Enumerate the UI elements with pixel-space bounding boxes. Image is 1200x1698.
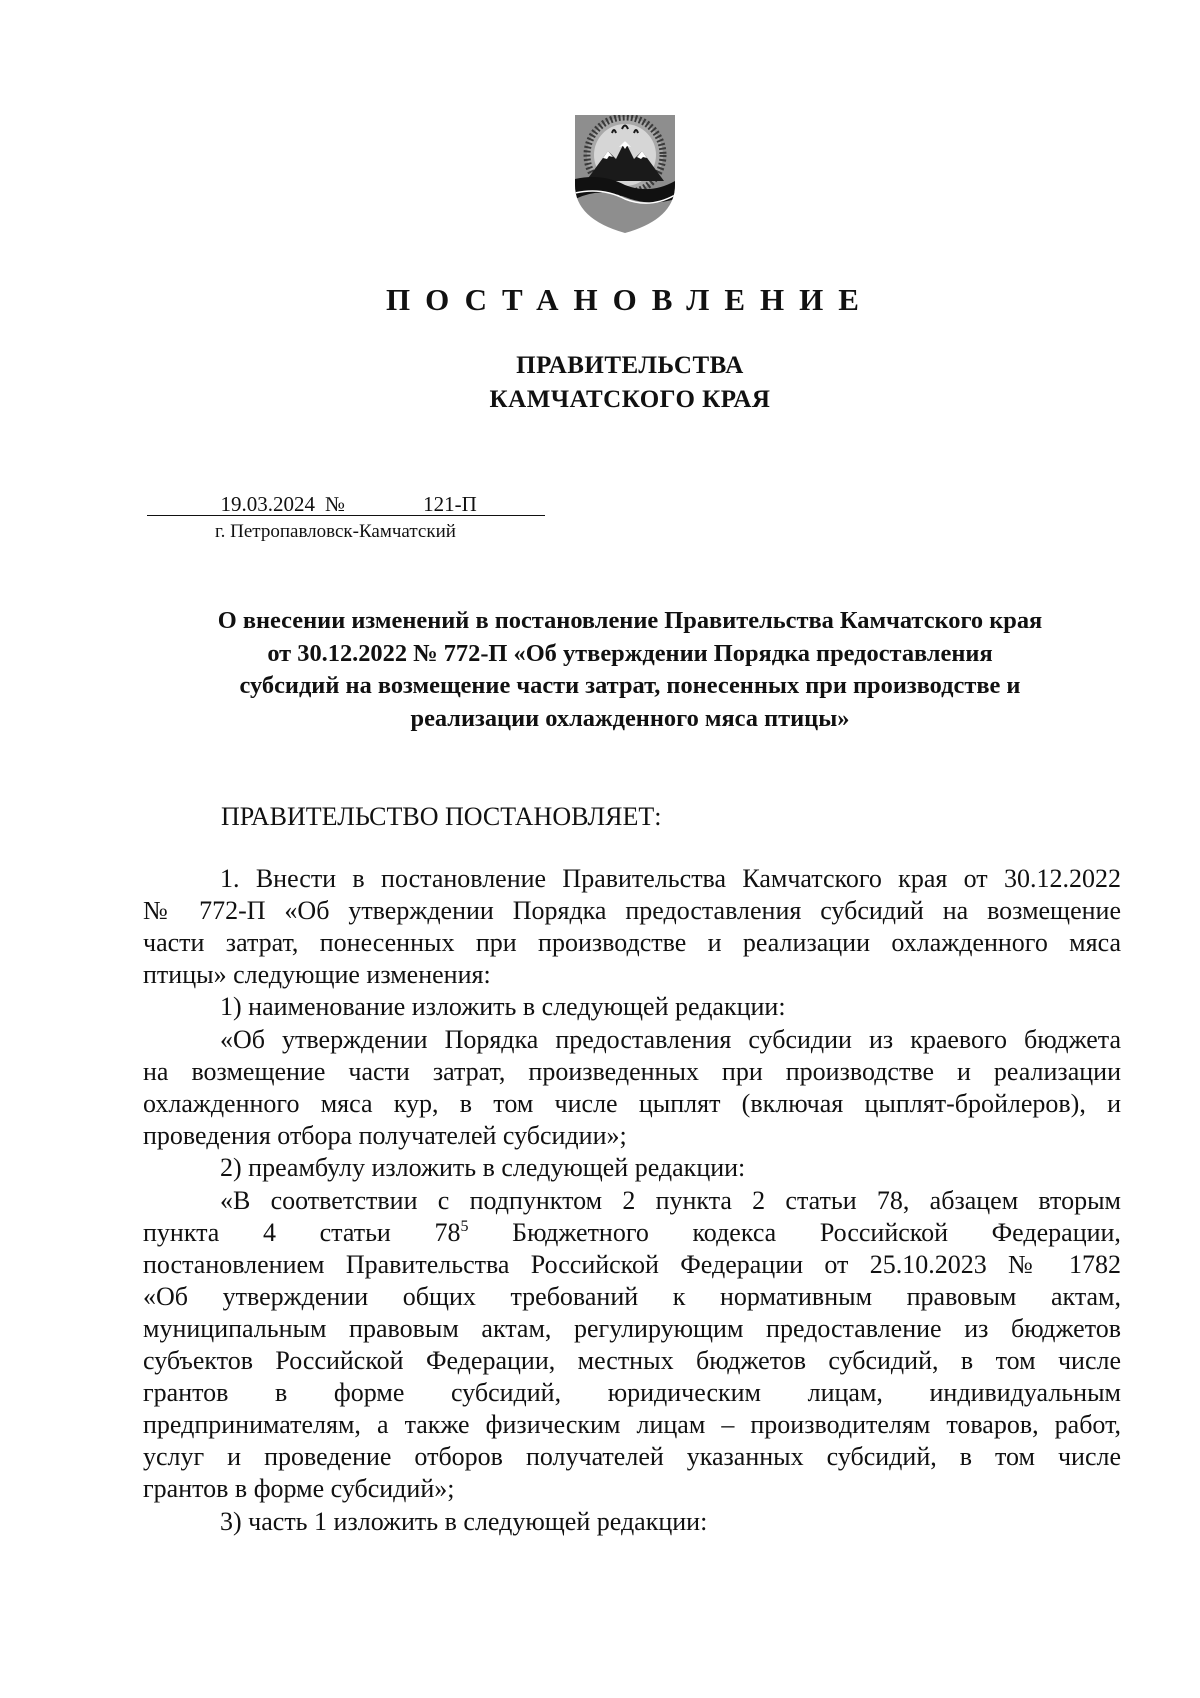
body-line: 3) часть 1 изложить в следующей редакции: (220, 1507, 708, 1536)
body-line: субъектов Российской Федерации, местных бюджетов субсидий, в том числе (143, 1346, 1121, 1375)
decree-statement: ПРАВИТЕЛЬСТВО ПОСТАНОВЛЯЕТ: (221, 802, 662, 831)
document-date: 19.03.2024 (147, 493, 325, 516)
body-line: предпринимателям, а также физическим лицам – производителям товаров, работ, (143, 1410, 1121, 1439)
body-line: проведения отбора получателей субсидии»; (143, 1121, 627, 1150)
body-word: Бюджетного (512, 1218, 649, 1247)
issuer-line-2: КАМЧАТСКОГО КРАЯ (489, 386, 771, 413)
body-word: пункта (143, 1218, 220, 1247)
body-line: № 772-П «Об утверждении Порядка предоставления субсидий на возмещение (143, 896, 1121, 925)
city-line: г. Петропавловск-Камчатский (215, 521, 456, 542)
kamchatka-coat-of-arms-icon (572, 107, 678, 235)
body-word: $78^5$ (434, 1218, 469, 1247)
document-title-line-3: субсидий на возмещение части затрат, понесенных при производстве и (239, 672, 1021, 699)
body-line: «В соответствии с подпунктом 2 пункта 2 статьи 78, абзацем вторым (220, 1186, 1121, 1215)
body-line: «Об утверждении общих требований к нормативным правовым актам, (143, 1282, 1121, 1311)
body-word: Российской (819, 1218, 948, 1247)
number-sign: № (325, 493, 355, 516)
superscript: 5 (460, 1218, 469, 1235)
body-line: на возмещение части затрат, произведенных при производстве и реализации (143, 1057, 1121, 1086)
document-type-heading: ПОСТАНОВЛЕНИЕ (386, 282, 874, 317)
document-title-line-4: реализации охлажденного мяса птицы» (410, 704, 850, 732)
date-number-line (147, 492, 545, 517)
body-line: грантов в форме субсидий, юридическим лицам, индивидуальным (143, 1378, 1121, 1407)
body-line (143, 1217, 1121, 1251)
body-word: Федерации, (991, 1218, 1121, 1247)
body-line: грантов в форме субсидий»; (143, 1474, 455, 1503)
body-line: 1) наименование изложить в следующей редакции: (220, 992, 786, 1021)
body-line: постановлением Правительства Российской Федерации от 25.10.2023 № 1782 (143, 1250, 1121, 1279)
body-line: охлажденного мяса кур, в том числе цыплят (включая цыплят-бройлеров), и (143, 1089, 1121, 1118)
body-word: кодекса (692, 1218, 777, 1247)
body-line: птицы» следующие изменения: (143, 960, 491, 989)
issuer-line-1: ПРАВИТЕЛЬСТВА (516, 352, 744, 379)
document-title-line-2: от 30.12.2022 № 772-П «Об утверждении Порядка предоставления (267, 639, 993, 667)
body-word: статьи (319, 1218, 391, 1247)
body-line: услуг и проведение отборов получателей указанных субсидий, в том числе (143, 1442, 1121, 1471)
body-line: 2) преамбулу изложить в следующей редакции: (220, 1153, 746, 1182)
body-line: «Об утверждении Порядка предоставления субсидии из краевого бюджета (220, 1025, 1121, 1054)
body-line: 1. Внести в постановление Правительства Камчатского края от 30.12.2022 (220, 864, 1121, 893)
body-word: 4 (262, 1218, 276, 1247)
document-number: 121-П (355, 493, 545, 516)
body-line: муниципальным правовым актам, регулирующим предоставление из бюджетов (143, 1314, 1121, 1343)
body-line: части затрат, понесенных при производстве и реализации охлажденного мяса (143, 928, 1121, 957)
document-title-line-1: О внесении изменений в постановление Правительства Камчатского края (217, 607, 1043, 634)
